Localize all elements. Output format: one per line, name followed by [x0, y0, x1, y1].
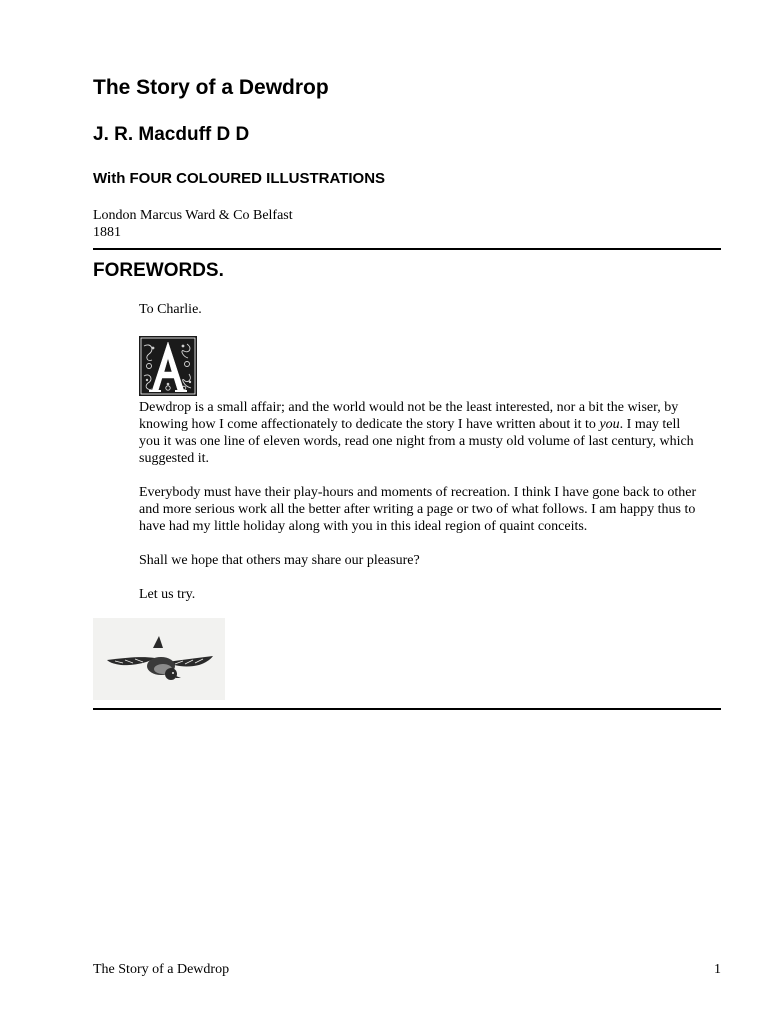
imprint-year: 1881 — [93, 225, 121, 240]
imprint — [93, 207, 293, 241]
horizontal-rule-top — [93, 248, 721, 250]
salutation: To Charlie. — [139, 302, 202, 317]
paragraph-2: Everybody must have their play-hours and moments of recreation. I think I have gone back to other and more serious work all the better after writing a page or two of what follows. I am happy thus to have had my little holiday along with you in this ideal region of quaint conceits. — [139, 485, 697, 534]
paragraph-1-start: Dewdrop is a small affair; and the world would not be the least interested, nor a bit the wiser, by knowing how I come affectionately to dedicate the story I have written about it to — [139, 400, 679, 432]
paragraph-1-emphasis: you — [599, 417, 620, 432]
paragraph-1 — [139, 399, 699, 467]
illuminated-letter-a-icon — [139, 336, 197, 396]
footer-page-number: 1 — [714, 962, 721, 977]
bird-ornament-icon — [93, 618, 225, 700]
horizontal-rule-bottom — [93, 708, 721, 710]
paragraph-3: Shall we hope that others may share our pleasure? — [139, 553, 420, 568]
footer-title: The Story of a Dewdrop — [93, 962, 230, 977]
document-author: J. R. Macduff D D — [93, 124, 250, 145]
paragraph-4: Let us try. — [139, 587, 196, 602]
document-title: The Story of a Dewdrop — [93, 76, 329, 99]
imprint-publisher: London Marcus Ward & Co Belfast — [93, 208, 293, 223]
bird-ornament-image — [93, 618, 225, 700]
section-heading: FOREWORDS. — [93, 260, 224, 281]
paragraph-1-end: . I may tell you it was one line of eleven words, read one night from a musty old volume of last century, which suggested it. — [139, 417, 694, 466]
document-subtitle: With FOUR COLOURED ILLUSTRATIONS — [93, 170, 386, 187]
